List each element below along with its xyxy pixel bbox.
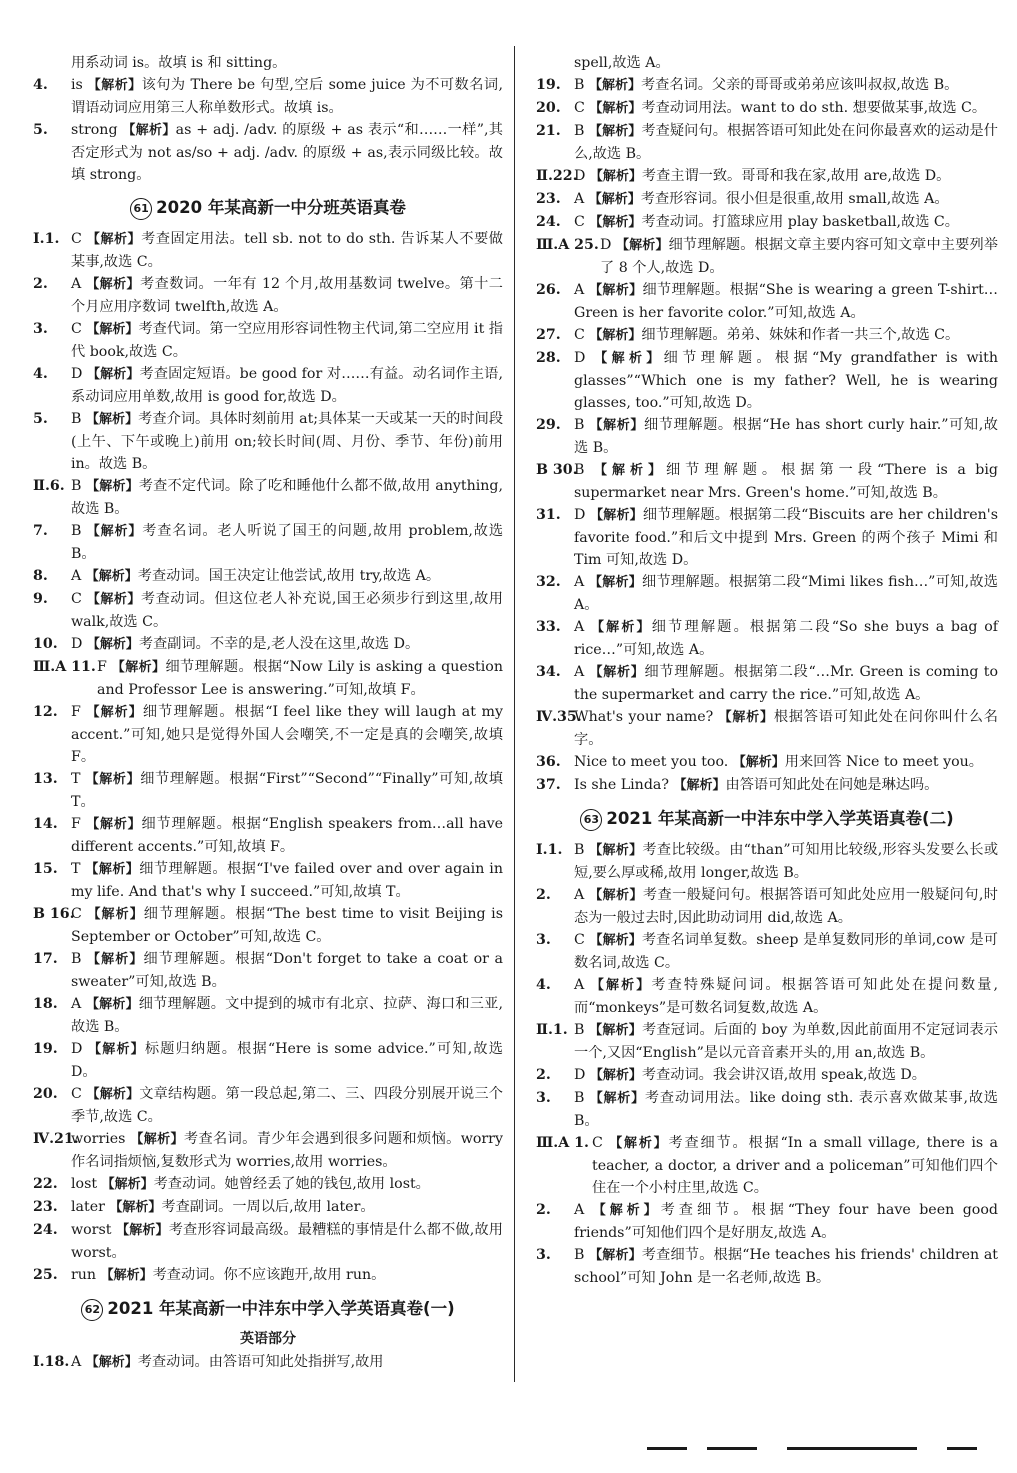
- question-number: 19.: [33, 1041, 58, 1057]
- answer-text: D 【解析】细节理解题。根据文章主要内容可知文章中主要列举了 8 个人,故选 D。: [600, 237, 998, 276]
- answer-item: [33, 701, 503, 768]
- analysis-tag: 【解析】: [592, 1203, 661, 1218]
- question-number: B 30.: [536, 462, 578, 478]
- question-number: 5.: [33, 411, 48, 427]
- analysis-tag: 【解析】: [589, 1023, 642, 1038]
- question-number: 23.: [33, 1199, 58, 1215]
- answer-text: 用系动词 is。故填 is 和 sitting。: [71, 55, 287, 71]
- answer-text: D 【解析】细节理解题。根据第二段“Biscuits are her children's favorite food.”和后文中提到 Mrs. Green 的两个孩子 Mimi 和 Tim 可知,故选 D。: [574, 507, 998, 568]
- question-number: 21.: [536, 123, 561, 139]
- analysis-tag: 【解析】: [85, 862, 140, 877]
- analysis-tag: 【解析】: [86, 637, 139, 652]
- section-number-badge: 61: [130, 198, 152, 220]
- analysis-tag: 【解析】: [732, 755, 785, 770]
- subsection-title: 英语部分: [240, 1331, 296, 1347]
- column-divider: [514, 46, 515, 1382]
- answer-item: [33, 588, 503, 633]
- answer-item: [536, 571, 998, 616]
- answer-item: [33, 1219, 503, 1264]
- answer-text: C 【解析】考查动词。打篮球应用 play basketball,故选 C。: [574, 214, 959, 230]
- analysis-tag: 【解析】: [101, 1177, 154, 1192]
- answer-text: D 【解析】考查主谓一致。哥哥和我在家,故用 are,故选 D。: [574, 168, 951, 184]
- answer-text: C 【解析】考查细节。根据“In a small village, there is a teacher, a doctor, a driver and a policeman”可知他们四个住在一个小村庄里,故选 C。: [592, 1135, 998, 1196]
- question-number: Ⅲ.A 1.: [536, 1135, 589, 1151]
- question-number: Ⅲ.A 11.: [33, 659, 96, 675]
- answer-item: [33, 858, 503, 903]
- question-number: 37.: [536, 777, 561, 793]
- answer-text: F 【解析】细节理解题。根据“Now Lily is asking a question and Professor Lee is answering.”可知,故填 F。: [97, 659, 503, 698]
- answer-item: [536, 1019, 998, 1064]
- analysis-tag: 【解析】: [86, 705, 143, 720]
- answer-text: A 【解析】考查一般疑问句。根据答语可知此处应用一般疑问句,时态为一般过去时,因此助动词用 did,故选 A。: [574, 887, 998, 926]
- answer-item: [536, 324, 998, 347]
- analysis-tag: 【解析】: [86, 322, 139, 337]
- question-number: Ⅱ.1.: [536, 1022, 568, 1038]
- answer-item: [33, 228, 503, 273]
- question-number: 8.: [33, 568, 48, 584]
- analysis-tag: 【解析】: [85, 1355, 138, 1370]
- analysis-tag: 【解析】: [130, 1132, 184, 1147]
- analysis-tag: 【解析】: [718, 710, 774, 725]
- answer-item: [536, 1199, 998, 1244]
- answer-item: [536, 751, 998, 774]
- analysis-tag: 【解析】: [87, 952, 144, 967]
- answer-text: C 【解析】细节理解题。弟弟、妹妹和作者一共三个,故选 C。: [574, 327, 960, 343]
- answer-text: later 【解析】考查副词。一周以后,故用 later。: [71, 1199, 375, 1215]
- question-number: 14.: [33, 816, 58, 832]
- question-number: 18.: [33, 996, 58, 1012]
- answer-item: [33, 948, 503, 993]
- answer-item: [33, 1128, 503, 1173]
- question-number: 2.: [536, 1067, 551, 1083]
- question-number: 9.: [33, 591, 48, 607]
- answer-item: [33, 993, 503, 1038]
- answer-item: [33, 768, 503, 813]
- question-number: 34.: [536, 664, 561, 680]
- question-number: 13.: [33, 771, 58, 787]
- question-number: 28.: [536, 350, 561, 366]
- question-number: 29.: [536, 417, 561, 433]
- answer-text: A 【解析】细节理解题。文中提到的城市有北京、拉萨、海口和三亚,故选 B。: [71, 996, 503, 1035]
- analysis-tag: 【解析】: [86, 1087, 140, 1102]
- answer-text: B 【解析】考查不定代词。除了吃和睡他什么都不做,故用 anything,故选 B。: [71, 478, 503, 517]
- analysis-tag: 【解析】: [589, 283, 643, 298]
- answer-text: B 【解析】细节理解题。根据“Don't forget to take a coat or a sweater”可知,故选 B。: [71, 951, 504, 990]
- answer-text: D 【解析】考查副词。不幸的是,老人没在这里,故选 D。: [71, 636, 420, 652]
- answer-item: [536, 188, 998, 211]
- analysis-tag: 【解析】: [589, 418, 644, 433]
- answer-text: D 【解析】标题归纳题。根据“Here is some advice.”可知,故选 D。: [71, 1041, 503, 1080]
- answer-text: What's your name? 【解析】根据答语可知此处在问你叫什么名字。: [574, 709, 998, 748]
- answer-text: Nice to meet you too. 【解析】用来回答 Nice to meet you。: [574, 754, 983, 770]
- question-number: 23.: [536, 191, 561, 207]
- answer-item: [33, 119, 503, 186]
- question-number: 17.: [33, 951, 58, 967]
- analysis-tag: 【解析】: [589, 843, 643, 858]
- answer-text: A 【解析】细节理解题。根据“She is wearing a green T-shirt…Green is her favorite color.”可知,故选 A。: [574, 282, 998, 321]
- answer-text: B 【解析】考查细节。根据“He teaches his friends' children at school”可知 John 是一名老师,故选 B。: [574, 1247, 998, 1286]
- answer-text: lost 【解析】考查动词。她曾经丢了她的钱包,故用 lost。: [71, 1176, 430, 1192]
- answer-text: C 【解析】考查代词。第一空应用形容词性物主代词,第二空应用 it 指代 book,故选 C。: [71, 321, 503, 360]
- question-number: 19.: [536, 77, 561, 93]
- answer-text: A 【解析】细节理解题。根据第二段“So she buys a bag of rice…”可知,故选 A。: [574, 619, 998, 658]
- answer-text: F 【解析】细节理解题。根据“English speakers from…all have different accents.”可知,故填 F。: [71, 816, 503, 855]
- question-number: 33.: [536, 619, 561, 635]
- answer-text: spell,故选 A。: [574, 55, 670, 71]
- answer-item: [536, 661, 998, 706]
- question-number: 4.: [33, 366, 48, 382]
- answer-text: A 【解析】考查数词。一年有 12 个月,故用基数词 twelve。第十二个月应用序数词 twelfth,故选 A。: [71, 276, 503, 315]
- answer-item: [536, 839, 998, 884]
- analysis-tag: 【解析】: [589, 124, 642, 139]
- question-number: 10.: [33, 636, 58, 652]
- question-number: 24.: [33, 1222, 58, 1238]
- answer-item: [33, 1173, 503, 1196]
- right-column: [536, 52, 998, 1381]
- answer-item: [536, 774, 998, 797]
- question-number: 27.: [536, 327, 561, 343]
- question-number: 22.: [33, 1176, 58, 1192]
- answer-item: [536, 165, 998, 188]
- question-number: 25.: [33, 1267, 58, 1283]
- answer-text: B 【解析】考查动词用法。like doing sth. 表示喜欢做某事,故选 B。: [574, 1090, 998, 1129]
- analysis-tag: 【解析】: [588, 192, 641, 207]
- answer-text: A 【解析】细节理解题。根据第二段“…Mr. Green is coming to the supermarket and carry the rice.”可知,故选 A。: [574, 664, 998, 703]
- answer-item: [536, 1064, 998, 1087]
- section-title: [33, 1297, 503, 1321]
- question-number: Ⅰ.18.: [33, 1354, 70, 1370]
- question-number: 3.: [536, 1247, 551, 1263]
- answer-item: [33, 1038, 503, 1083]
- question-number: Ⅳ.21.: [33, 1131, 79, 1147]
- answer-text: B 【解析】考查名词。老人听说了国王的问题,故用 problem,故选 B。: [71, 523, 504, 562]
- analysis-tag: 【解析】: [88, 1042, 145, 1057]
- analysis-tag: 【解析】: [593, 463, 666, 478]
- left-column: [33, 52, 503, 1381]
- answer-text: B 【解析】考查介词。具体时刻前用 at;具体某一天或某一天的时间段(上午、下午或晚上)前用 on;较长时间(周、月份、季节、年份)前用 in。故选 B。: [71, 411, 504, 472]
- section-title-text: 2021 年某高新一中沣东中学入学英语真卷(二): [606, 809, 954, 828]
- answer-text: is 【解析】该句为 There be 句型,空后 some juice 为不可数名词,谓语动词应用第三人称单数形式。故填 is。: [71, 77, 503, 116]
- question-number: Ⅲ.A 25.: [536, 237, 599, 253]
- analysis-tag: 【解析】: [87, 78, 142, 93]
- answer-item: [33, 475, 503, 520]
- answer-item: [536, 929, 998, 974]
- answer-item: [33, 408, 503, 475]
- analysis-tag: 【解析】: [86, 817, 142, 832]
- analysis-tag: 【解析】: [589, 1068, 642, 1083]
- answer-item: [536, 279, 998, 324]
- answer-item: [536, 1087, 998, 1132]
- analysis-tag: 【解析】: [589, 933, 642, 948]
- question-number: 2.: [536, 887, 551, 903]
- analysis-tag: 【解析】: [590, 508, 643, 523]
- question-number: 2.: [33, 276, 48, 292]
- answer-text: A 【解析】考查动词。由答语可知此处指拼写,故用: [71, 1354, 384, 1370]
- answer-item: [536, 1244, 998, 1289]
- answer-text: A 【解析】考查动词。国王决定让他尝试,故用 try,故选 A。: [71, 568, 441, 584]
- answer-item: [33, 520, 503, 565]
- analysis-tag: 【解析】: [589, 169, 642, 184]
- analysis-tag: 【解析】: [85, 569, 138, 584]
- analysis-tag: 【解析】: [86, 524, 143, 539]
- section-title-text: 2020 年某高新一中分班英语真卷: [156, 198, 406, 217]
- answer-item: [536, 1132, 998, 1199]
- question-number: 5.: [33, 122, 48, 138]
- section-title-text: 2021 年某高新一中沣东中学入学英语真卷(一): [107, 1299, 455, 1318]
- analysis-tag: 【解析】: [116, 1223, 169, 1238]
- question-number: 4.: [33, 77, 48, 93]
- answer-item: [536, 52, 998, 74]
- answer-item: [33, 1264, 503, 1287]
- answer-text: worries 【解析】考查名词。青少年会遇到很多问题和烦恼。worry 作名词指烦恼,复数形式为 worries,故用 worries。: [71, 1131, 503, 1170]
- answer-text: D 【解析】考查动词。我会讲汉语,故用 speak,故选 D。: [574, 1067, 926, 1083]
- answer-text: strong 【解析】as + adj. /adv. 的原级 + as 表示“和……一样”,其否定形式为 not as/so + adj. /adv. 的原级 + as,表示同级比较。故填 strong。: [71, 122, 503, 183]
- answer-item: [536, 120, 998, 165]
- answer-item: [33, 565, 503, 588]
- analysis-tag: 【解析】: [100, 1268, 153, 1283]
- answer-item: [536, 884, 998, 929]
- analysis-tag: 【解析】: [87, 367, 140, 382]
- answer-item: [33, 903, 503, 948]
- question-number: 24.: [536, 214, 561, 230]
- answer-text: B 【解析】考查疑问句。根据答语可知此处在问你最喜欢的运动是什么,故选 B。: [574, 123, 998, 162]
- answer-text: B 【解析】考查比较级。由“than”可知用比较级,形容头发要么长或短,要么厚或稀,故用 longer,故选 B。: [574, 842, 999, 881]
- analysis-tag: 【解析】: [590, 620, 652, 635]
- answer-item: [536, 234, 998, 279]
- answer-item: [33, 1083, 503, 1128]
- answer-item: [33, 363, 503, 408]
- answer-text: Is she Linda? 【解析】由答语可知此处在问她是琳达吗。: [574, 777, 939, 793]
- section-title: [536, 807, 998, 831]
- answer-item: [536, 616, 998, 661]
- answer-text: worst 【解析】考查形容词最高级。最糟糕的事情是什么都不做,故用 worst。: [71, 1222, 503, 1261]
- analysis-tag: 【解析】: [589, 1091, 645, 1106]
- answer-text: D 【解析】细节理解题。根据“My grandfather is with glasses”“Which one is my father? Well, he is wearing glasses, too.”可知,故选 D。: [574, 350, 998, 411]
- answer-item: [33, 656, 503, 701]
- answer-text: A 【解析】考查形容词。很小但是很重,故用 small,故选 A。: [574, 191, 949, 207]
- question-number: Ⅳ.35.: [536, 709, 582, 725]
- answer-item: [536, 504, 998, 571]
- analysis-tag: 【解析】: [122, 123, 176, 138]
- analysis-tag: 【解析】: [86, 277, 140, 292]
- question-number: 4.: [536, 977, 551, 993]
- answer-item: [33, 633, 503, 656]
- answer-text: run 【解析】考查动词。你不应该跑开,故用 run。: [71, 1267, 386, 1283]
- analysis-tag: 【解析】: [589, 888, 643, 903]
- analysis-tag: 【解析】: [590, 978, 652, 993]
- analysis-tag: 【解析】: [589, 665, 645, 680]
- analysis-tag: 【解析】: [589, 1248, 642, 1263]
- section-title: [33, 196, 503, 220]
- analysis-tag: 【解析】: [589, 101, 642, 116]
- question-number: 2.: [536, 1202, 551, 1218]
- analysis-tag: 【解析】: [87, 907, 144, 922]
- answer-text: B 【解析】考查名词。父亲的哥哥或弟弟应该叫叔叔,故选 B。: [574, 77, 959, 93]
- analysis-tag: 【解析】: [86, 232, 142, 247]
- answer-text: B 【解析】细节理解题。根据“He has short curly hair.”可知,故选 B。: [574, 417, 998, 456]
- answer-item: [33, 52, 503, 74]
- question-number: 20.: [33, 1086, 58, 1102]
- section-number-badge: 62: [81, 1299, 103, 1321]
- question-number: 3.: [536, 932, 551, 948]
- question-number: Ⅰ.1.: [536, 842, 563, 858]
- answer-text: F 【解析】细节理解题。根据“I feel like they will laugh at my accent.”可知,她只是觉得外国人会嘲笑,不一定是真的会嘲笑,故填 F。: [71, 704, 503, 765]
- answer-text: A 【解析】考查特殊疑问词。根据答语可知此处在提问数量,而“monkeys”是可数名词复数,故选 A。: [574, 977, 998, 1016]
- answer-item: [536, 706, 998, 751]
- question-number: 3.: [33, 321, 48, 337]
- question-number: Ⅱ.6.: [33, 478, 65, 494]
- analysis-tag: 【解析】: [85, 997, 139, 1012]
- question-number: B 16.: [33, 906, 75, 922]
- analysis-tag: 【解析】: [609, 1136, 669, 1151]
- answer-item: [536, 74, 998, 97]
- question-number: 15.: [33, 861, 58, 877]
- analysis-tag: 【解析】: [85, 772, 141, 787]
- question-number: 26.: [536, 282, 561, 298]
- answer-text: D 【解析】考查固定短语。be good for 对……有益。动名词作主语,系动词应用单数,故用 is good for,故选 D。: [71, 366, 503, 405]
- question-number: 32.: [536, 574, 561, 590]
- answer-item: [33, 318, 503, 363]
- question-number: Ⅰ.1.: [33, 231, 60, 247]
- answer-text: T 【解析】细节理解题。根据“I've failed over and over again in my life. And that's why I succeed.”可知,故填 T。: [71, 861, 503, 900]
- analysis-tag: 【解析】: [594, 351, 664, 366]
- answer-text: B 【解析】考查冠词。后面的 boy 为单数,因此前面用不定冠词表示一个,又因“English”是以元音音素开头的,用 an,故选 B。: [574, 1022, 998, 1061]
- analysis-tag: 【解析】: [589, 328, 642, 343]
- answer-text: B 【解析】细节理解题。根据第一段“There is a big supermarket near Mrs. Green's home.”可知,故选 B。: [574, 462, 999, 501]
- answer-text: C 【解析】考查名词单复数。sheep 是单复数同形的单词,cow 是可数名词,故选 C。: [574, 932, 998, 971]
- answer-item: [33, 273, 503, 318]
- answer-item: [536, 974, 998, 1019]
- section-number-badge: 63: [580, 809, 602, 831]
- analysis-tag: 【解析】: [589, 575, 643, 590]
- answer-text: C 【解析】细节理解题。根据“The best time to visit Beijing is September or October”可知,故选 C。: [71, 906, 503, 945]
- answer-text: C 【解析】考查动词用法。want to do sth. 想要做某事,故选 C。: [574, 100, 987, 116]
- analysis-tag: 【解析】: [111, 660, 166, 675]
- question-number: 3.: [536, 1090, 551, 1106]
- question-number: Ⅱ.22.: [536, 168, 578, 184]
- analysis-tag: 【解析】: [86, 479, 139, 494]
- answer-item: [536, 211, 998, 234]
- answer-item: [33, 74, 503, 119]
- answer-item: [33, 813, 503, 858]
- analysis-tag: 【解析】: [673, 778, 726, 793]
- question-number: 7.: [33, 523, 48, 539]
- answer-item: [536, 459, 998, 504]
- answer-text: C 【解析】考查固定用法。tell sb. not to do sth. 告诉某人不要做某事,故选 C。: [71, 231, 503, 270]
- answer-text: C 【解析】文章结构题。第一段总起,第二、三、四段分别展开说三个季节,故选 C。: [71, 1086, 503, 1125]
- question-number: 31.: [536, 507, 561, 523]
- question-number: 20.: [536, 100, 561, 116]
- analysis-tag: 【解析】: [616, 238, 669, 253]
- answer-text: A 【解析】考查细节。根据“They four have been good friends”可知他们四个是好朋友,故选 A。: [574, 1202, 998, 1241]
- answer-item: [33, 1351, 503, 1374]
- analysis-tag: 【解析】: [589, 215, 642, 230]
- analysis-tag: 【解析】: [109, 1200, 162, 1215]
- answer-item: [536, 97, 998, 120]
- question-number: 12.: [33, 704, 58, 720]
- answer-text: A 【解析】细节理解题。根据第二段“Mimi likes fish…”可知,故选 A。: [574, 574, 998, 613]
- analysis-tag: 【解析】: [86, 592, 141, 607]
- footer-rule: [647, 1447, 987, 1453]
- answer-item: [536, 414, 998, 459]
- answer-text: T 【解析】细节理解题。根据“First”“Second”“Finally”可知,故填 T。: [71, 771, 503, 810]
- answer-text: C 【解析】考查动词。但这位老人补充说,国王必须步行到这里,故用 walk,故选 C。: [71, 591, 503, 630]
- answer-item: [33, 1196, 503, 1219]
- question-number: 36.: [536, 754, 561, 770]
- analysis-tag: 【解析】: [588, 78, 641, 93]
- answer-item: [536, 347, 998, 414]
- analysis-tag: 【解析】: [85, 412, 139, 427]
